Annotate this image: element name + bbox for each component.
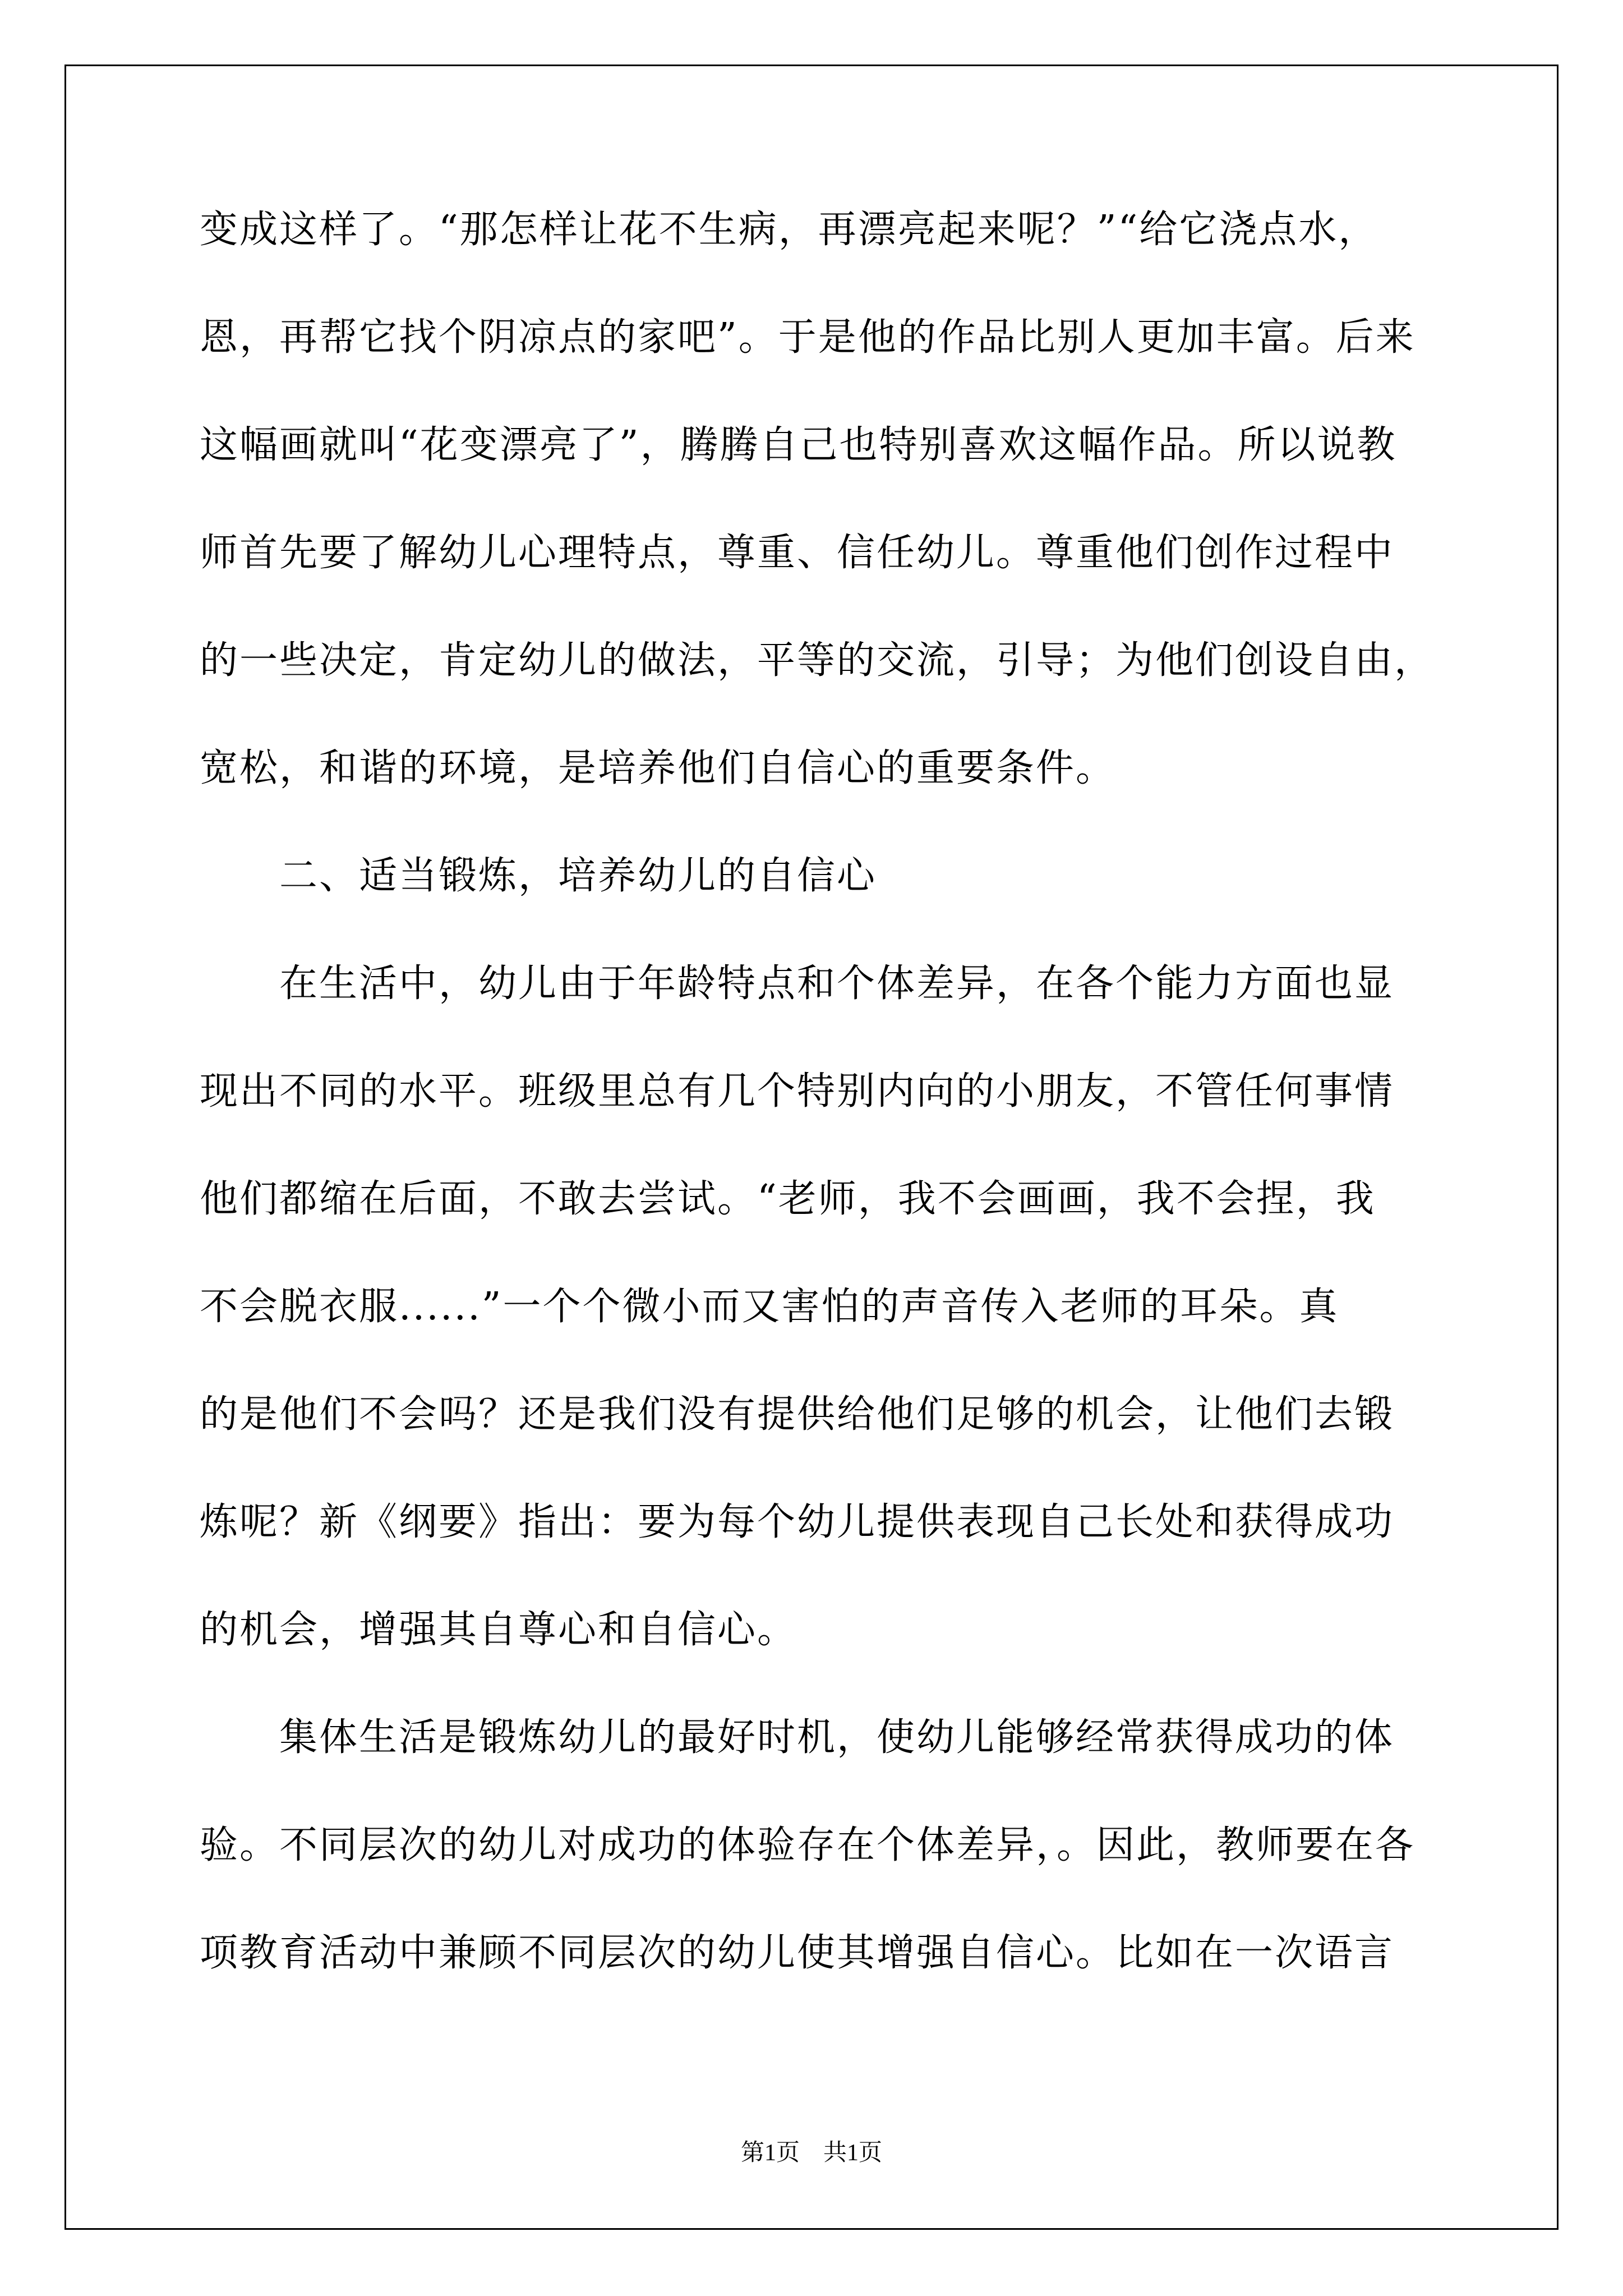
- body-text-line: 的是他们不会吗？还是我们没有提供给他们足够的机会，让他们去锻: [200, 1392, 1395, 1437]
- page-number-footer: 第1页 共1页: [740, 2140, 882, 2166]
- page-border: [64, 65, 1559, 2230]
- body-text-line: 集体生活是锻炼幼儿的最好时机，使幼儿能够经常获得成功的体: [200, 1715, 1395, 1760]
- body-text-line: 项教育活动中兼顾不同层次的幼儿使其增强自信心。比如在一次语言: [200, 1931, 1395, 1975]
- body-text-line: 宽松，和谐的环境，是培养他们自信心的重要条件。: [200, 746, 1116, 790]
- body-text-line: 的机会，增强其自尊心和自信心。: [200, 1608, 797, 1652]
- body-text-line: 这幅画就叫“花变漂亮了”，腾腾自己也特别喜欢这幅作品。所以说教: [200, 423, 1397, 467]
- body-text-line: 恩，再帮它找个阴凉点的家吧”。于是他的作品比别人更加丰富。后来: [200, 315, 1415, 360]
- body-text-line: 现出不同的水平。班级里总有几个特别内向的小朋友，不管任何事情: [200, 1069, 1395, 1114]
- body-text-line: 变成这样了。“那怎样让花不生病，再漂亮起来呢？”“给它浇点水，: [200, 208, 1378, 252]
- body-text-line: 师首先要了解幼儿心理特点，尊重、信任幼儿。尊重他们创作过程中: [200, 531, 1395, 575]
- body-text-line: 他们都缩在后面，不敢去尝试。“老师，我不会画画，我不会捏，我: [200, 1177, 1376, 1221]
- body-text-line: 在生活中，幼儿由于年龄特点和个体差异，在各个能力方面也显: [200, 961, 1395, 1006]
- body-text-line: 炼呢？新《纲要》指出：要为每个幼儿提供表现自己长处和获得成功: [200, 1500, 1395, 1544]
- body-text-line: 验。不同层次的幼儿对成功的体验存在个体差异，。因此，教师要在各: [200, 1823, 1415, 1867]
- section-heading: 二、适当锻炼，培养幼儿的自信心: [200, 854, 877, 898]
- body-text-line: 的一些决定，肯定幼儿的做法，平等的交流，引导；为他们创设自由，: [200, 638, 1435, 683]
- body-text-line: 不会脱衣服......”一个个微小而又害怕的声音传入老师的耳朵。真: [200, 1285, 1339, 1329]
